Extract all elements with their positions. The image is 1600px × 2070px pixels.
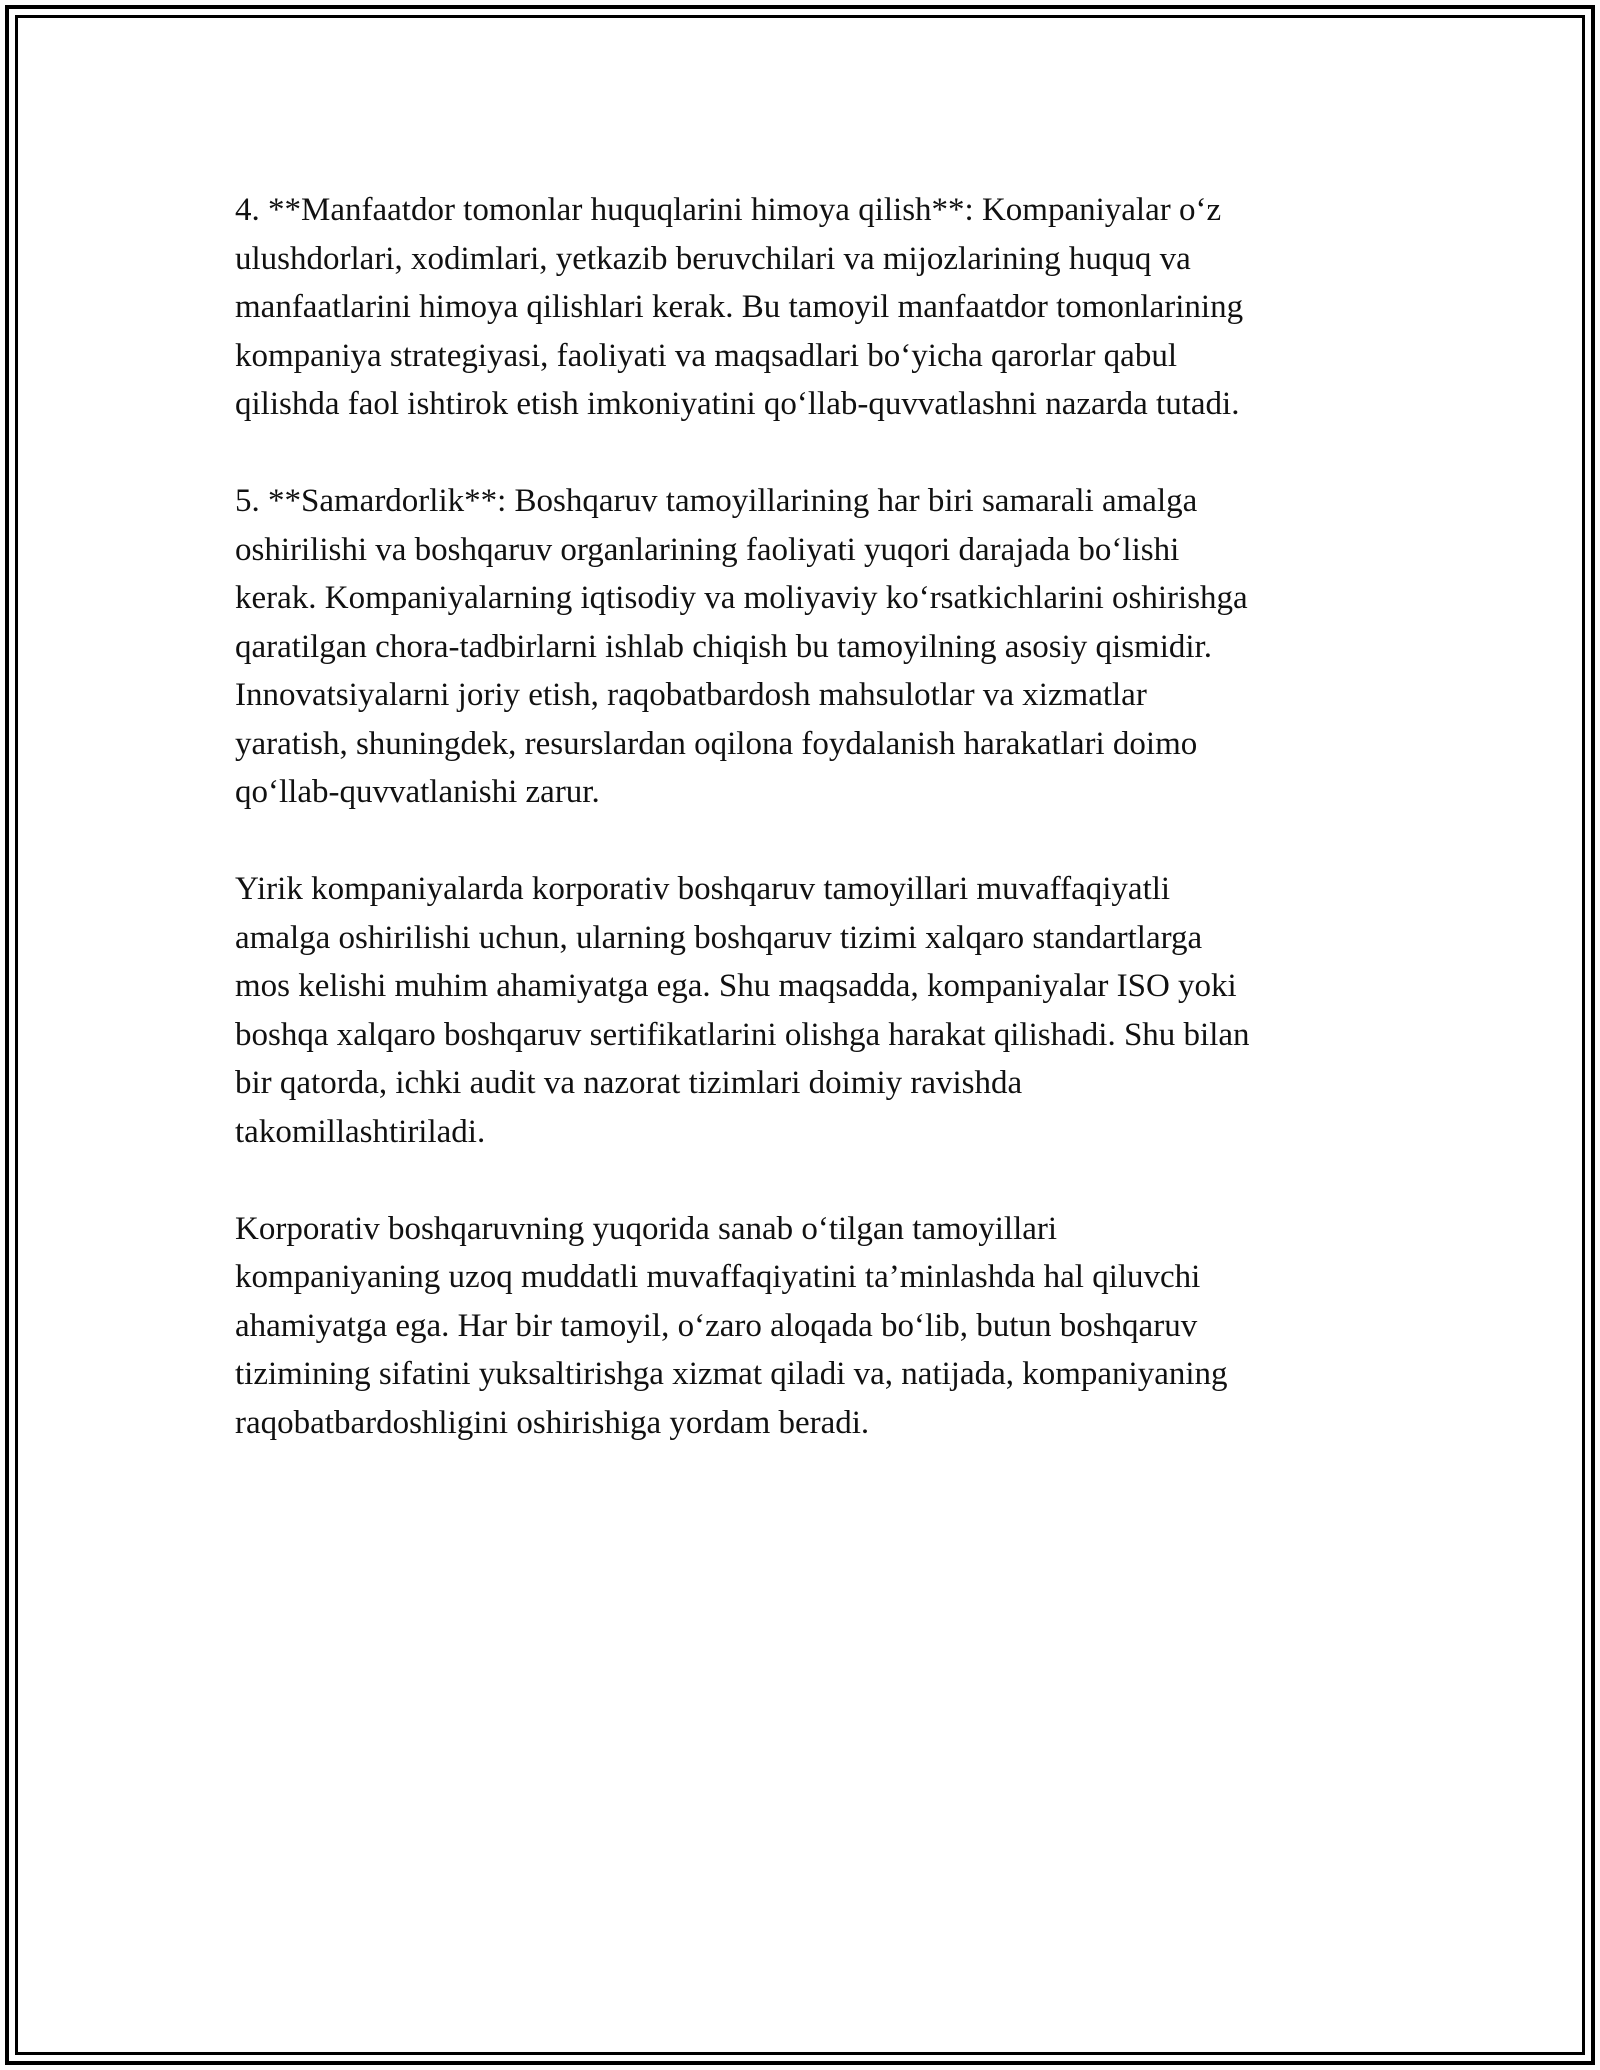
paragraph-conclusion: Korporativ boshqaruvning yuqorida sanab o‘tilgan tamoyillari kompaniyaning uzoq muddatli muvaffaqiyatini ta’minlashda hal qiluvchi ahamiyatga ega. Har bir tamoyil, o‘zaro aloqada bo‘lib, butun boshqaruv tizimining sifatini yuksaltirishga xizmat qiladi va, natijada, kompaniyaning raqobatbardoshligini oshirishiga yordam beradi. [235, 1210, 1228, 1441]
paragraph-stakeholder-rights: 4. **Manfaatdor tomonlar huquqlarini himoya qilish**: Kompaniyalar o‘z ulushdorlari, xodimlari, yetkazib beruvchilari va mijozlarining huquq va manfaatlarini himoya qilishlari kerak. Bu tamoyil manfaatdor tomonlarining kompaniya strategiyasi, faoliyati va maqsadlari bo‘yicha qarorlar qabul qilishda faol ishtirok etish imkoniyatini qo‘llab-quvvatlashni nazarda tutadi. [235, 192, 1244, 422]
paragraph-efficiency: 5. **Samardorlik**: Boshqaruv tamoyillarining har biri samarali amalga oshirilishi va boshqaruv organlarining faoliyati yuqori darajada bo‘lishi kerak. Kompaniyalarning iqtisodiy va moliyaviy ko‘rsatkichlarini oshirishga qaratilgan chora-tadbirlarni ishlab chiqish bu tamoyilning asosiy qismidir. Innovatsiyalarni joriy etish, raqobatbardosh mahsulotlar va xizmatlar yaratish, shuningdek, resurslardan oqilona foydalanish harakatlari doimo qo‘llab-quvvatlanishi zarur. [235, 483, 1248, 810]
document-body [235, 186, 1385, 1496]
paragraph-international-standards: Yirik kompaniyalarda korporativ boshqaruv tamoyillari muvaffaqiyatli amalga oshirilishi uchun, ularning boshqaruv tizimi xalqaro standartlarga mos kelishi muhim ahamiyatga ega. Shu maqsadda, kompaniyalar ISO yoki boshqa xalqaro boshqaruv sertifikatlarini olishga harakat qilishadi. Shu bilan bir qatorda, ichki audit va nazorat tizimlari doimiy ravishda takomillashtiriladi. [235, 871, 1250, 1150]
